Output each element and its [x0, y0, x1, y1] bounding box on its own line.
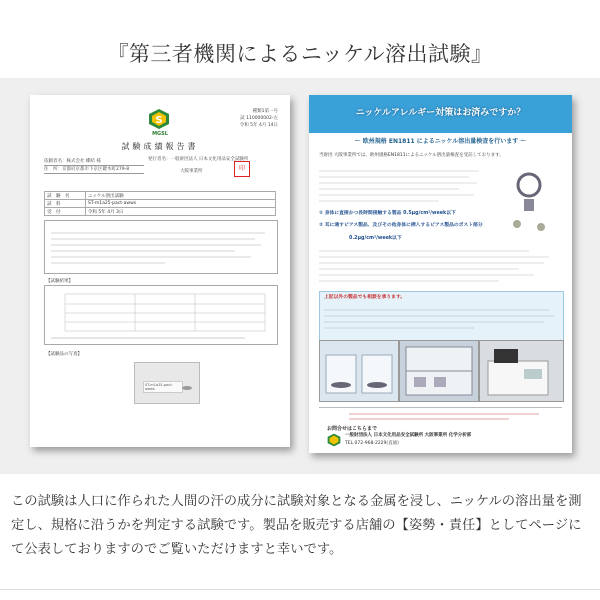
document-panel	[0, 78, 600, 474]
contact-org: 一般財団法人 日本文化用品安全試験所 大阪事業所 化学分析部	[345, 433, 472, 438]
ref-line: 試 110000002-左	[240, 116, 278, 121]
client-address: 住 所：京都府京都市下京区鍵木町279-8	[44, 167, 130, 172]
jewelry-illustration-icon	[499, 169, 559, 239]
photo-label: 【試験品の写真】	[46, 352, 82, 357]
standard-item-1: ① 身体に直接かつ長時間接触する製品 0.5μg/cm²/week以下	[319, 211, 456, 216]
divider	[0, 589, 600, 590]
footnote-lines	[349, 411, 549, 423]
standard-item-2: ② 耳に通すピアス製品、及びその他身体に挿入するピアス製品のポスト部分	[319, 223, 483, 228]
result-table-grid	[45, 286, 277, 344]
sample-tag: ST-m1a25-pact-awws	[143, 381, 183, 393]
sample-item-icon	[181, 385, 193, 391]
test-info-table	[44, 191, 276, 216]
seal-stamp: 印	[234, 161, 250, 177]
issuer-office: 大阪事業所	[180, 169, 203, 174]
consultation-text: 上記以外の製品でも相談を承ります。	[324, 295, 406, 300]
intro-text-lines	[319, 167, 484, 207]
client-name: 依頼者名：株式会社 蝶結 様	[44, 159, 101, 164]
nickel-allergy-leaflet	[309, 95, 572, 453]
divider	[44, 173, 144, 174]
leaflet-intro: 当財団 大阪事業所では、欧州規格EN1811によるニッケル溶出量検査を受託しております。	[319, 153, 504, 158]
table-value: 令和 5年 4月 3日	[86, 208, 276, 216]
lab-photo-cabinet	[399, 340, 479, 402]
table-value: ST-m1a25-pact-awws	[86, 200, 276, 208]
contact-tel: TEL.072-968-2229(直通)	[345, 441, 399, 446]
table-label: 試 験 名	[45, 192, 86, 200]
lab-photo-instrument	[479, 340, 564, 402]
consultation-text-lines	[324, 306, 559, 336]
issuer-name: 発行者名：一般財団法人 日本文化用品安全試験所	[148, 157, 249, 162]
svg-text:S: S	[155, 115, 163, 126]
test-report-document	[30, 95, 290, 447]
report-title: 試験成績報告書	[121, 142, 199, 151]
ref-line: 種類1第一号	[252, 109, 278, 114]
contact-heading: お問合せはこちらまで	[327, 426, 378, 432]
method-text-lines	[45, 221, 277, 273]
method-section	[44, 220, 278, 274]
mgsl-logo-icon	[327, 433, 341, 447]
table-value: ニッケル溶出試験	[86, 192, 276, 200]
table-label: 試 料	[45, 200, 86, 208]
mgsl-logo-icon	[148, 108, 170, 130]
divider	[44, 165, 144, 166]
leaflet-title: ニッケルアレルギー対策はお済みですか？	[355, 108, 526, 118]
consultation-box	[319, 291, 564, 341]
logo-label: MGSL	[152, 131, 168, 137]
standard-text-lines	[319, 247, 562, 287]
ref-line: 令和 5年 4月 14日	[239, 123, 278, 128]
test-sample-photo	[134, 362, 200, 404]
table-label: 受 付	[45, 208, 86, 216]
page-title: 『第三者機関によるニッケル溶出試験』	[107, 42, 493, 66]
description-caption: この試験は人口に作られた人間の汗の成分に試験対象となる金属を浸し、ニッケルの溶出量を測定し、規格に沿うかを判定する試験です。製品を販売する店舗の【姿勢・責任】としてページにて公表しておりますのでご覧いただけますと幸いです。	[11, 494, 582, 557]
leaflet-subtitle: ～ 欧州規格 EN1811 によるニッケル溶出量検査を行います ～	[354, 138, 527, 145]
divider	[319, 407, 562, 408]
lab-photo-beakers	[319, 340, 399, 402]
result-section	[44, 285, 278, 345]
result-label: 【試験結果】	[46, 279, 73, 284]
standard-item-3: 0.2μg/cm²/week以下	[349, 236, 402, 241]
